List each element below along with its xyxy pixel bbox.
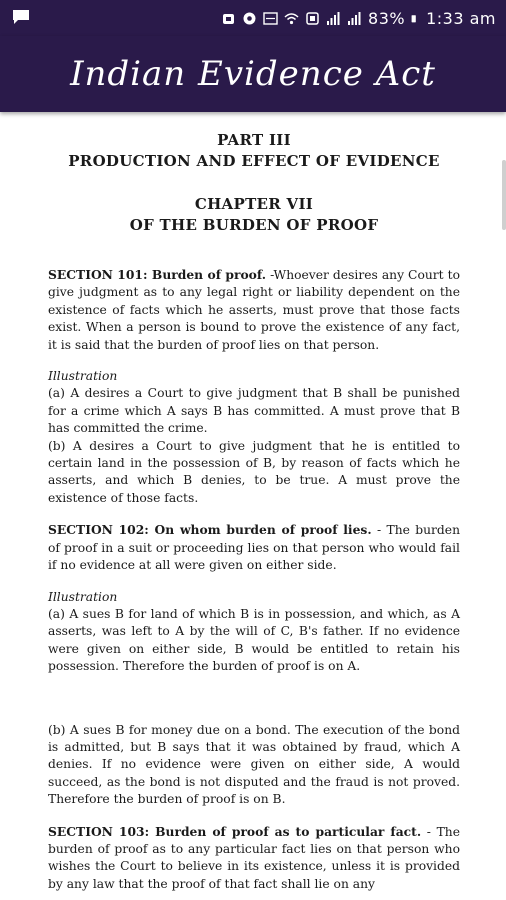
part-heading: PART III <box>217 131 291 149</box>
section-body: - The burden of proof in a suit or proceeding lies on that person who would fail if no evidence at all were given on either side. <box>48 523 460 573</box>
volte-icon <box>263 11 278 26</box>
settings-icon <box>242 11 257 26</box>
chapter-heading: CHAPTER VII <box>194 195 314 213</box>
illustration-item: (a) A desires a Court to give judgment that B shall be punished for a crime which A says B has committed. A must prove that B has committed the crime. <box>48 386 460 436</box>
section-title: SECTION 101: Burden of proof. <box>48 267 267 282</box>
alarm-icon <box>221 11 236 26</box>
illustration-102 <box>48 589 460 676</box>
app-bar <box>0 36 506 112</box>
app-title: Indian Evidence Act <box>70 54 436 94</box>
scrollbar[interactable] <box>502 160 506 230</box>
wifi-icon <box>284 11 299 26</box>
status-bar <box>0 0 506 36</box>
section-body: - The burden of proof as to any particular fact lies on that person who wishes the Court to believe in its existence, unless it is provided by any law that the proof of that fact shall lie on any <box>48 824 460 891</box>
cast-icon <box>305 11 320 26</box>
section-body: -Whoever desires any Court to give judgment as to any legal right or liability dependent on the existence of facts which he asserts, must prove that those facts exist. When a person is bound to prove the existence of any fact, it is said that the burden of proof lies on that person. <box>48 268 460 352</box>
clock: 1:33 am <box>426 8 496 28</box>
document-content[interactable] <box>0 112 506 900</box>
section-103 <box>48 823 460 894</box>
illustration-label: Illustration <box>48 589 118 604</box>
battery-icon <box>411 11 420 26</box>
section-101 <box>48 266 460 354</box>
illustration-item: (a) A sues B for land of which B is in possession, and which, as A asserts, was left to A by the will of C, B's father. If no evidence were given on either side, B would be entitled to retain his possession. Therefore the burden of proof is on A. <box>48 606 460 674</box>
section-title: SECTION 102: On whom burden of proof lies. <box>48 522 372 538</box>
section-102 <box>48 521 460 574</box>
illustration-item: (b) A sues B for money due on a bond. The execution of the bond is admitted, but B says that it was obtained by fraud, which A denies. If no evidence were given on either side, A would succeed, as the bond is not disputed and the fraud is not proved. Therefore the burden of proof is on B. <box>48 722 460 807</box>
message-icon <box>12 9 30 25</box>
illustration-101 <box>48 368 460 507</box>
section-title: SECTION 103: Burden of proof as to particular fact. <box>48 823 422 839</box>
illustration-label: Illustration <box>48 369 118 384</box>
chapter-title: OF THE BURDEN OF PROOF <box>129 216 379 234</box>
part-title: PRODUCTION AND EFFECT OF EVIDENCE <box>68 152 440 170</box>
signal-icon <box>326 11 341 26</box>
battery-percent: 83% <box>368 8 406 28</box>
status-icons <box>221 0 496 36</box>
illustration-item: (b) A desires a Court to give judgment that he is entitled to certain land in the possession of B, by reason of facts which he asserts, and which B denies, to be true. A must prove the existence of those facts. <box>48 438 460 505</box>
signal-icon <box>347 11 362 26</box>
